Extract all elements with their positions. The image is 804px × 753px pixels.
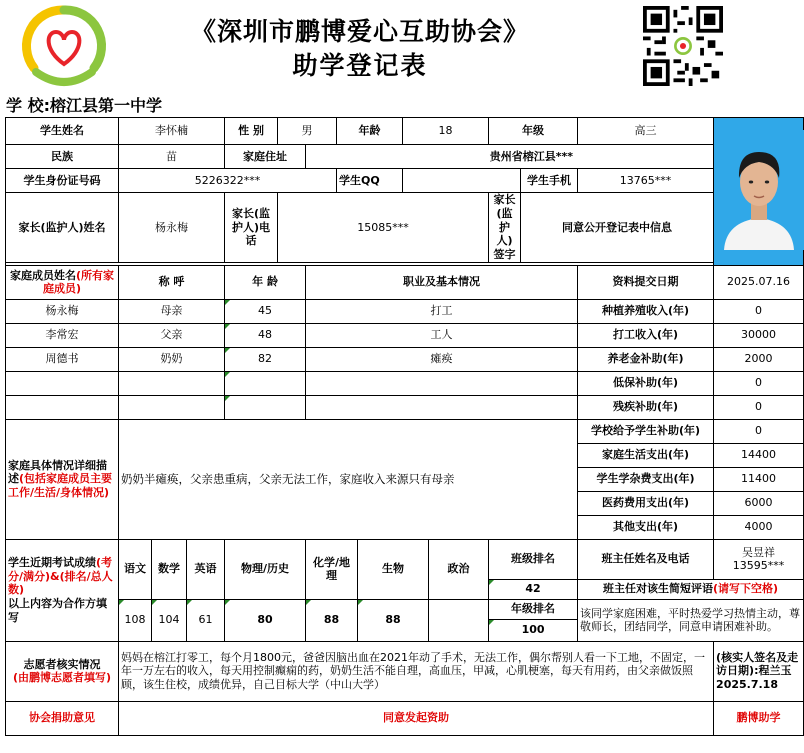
finance-value[interactable]: 6000 (714, 491, 804, 515)
family-member-header (6, 265, 119, 299)
family-member-note: (所有家庭成员) (42, 268, 115, 296)
student-photo (714, 118, 804, 266)
ethnicity-label: 民族 (6, 145, 119, 169)
registration-table (5, 117, 804, 736)
qr-code-icon (643, 6, 723, 86)
member-job[interactable] (306, 395, 578, 419)
member-age[interactable]: 82 (225, 347, 306, 371)
teacher-comment[interactable]: 该同学家庭困难，平时热爱学习热情主动，尊敬师长，团结同学，同意申请困难补助。 (578, 599, 804, 641)
phone-label: 学生手机 (521, 169, 578, 193)
member-name[interactable]: 周德书 (6, 347, 119, 371)
subject-physics-history: 物理/历史 (225, 539, 306, 599)
exam-label-cell (6, 539, 119, 641)
comment-note: (请写下空格) (713, 582, 779, 596)
finance-label: 家庭生活支出(年) (578, 443, 714, 467)
member-age[interactable]: 45 (225, 299, 306, 323)
subject-chinese: 语文 (119, 539, 152, 599)
opinion-label: 协会捐助意见 (6, 701, 119, 735)
guardian-phone[interactable]: 15085*** (278, 193, 489, 263)
member-relation[interactable] (119, 371, 225, 395)
student-name[interactable]: 李怀楠 (119, 118, 225, 145)
score-math[interactable]: 104 (152, 599, 187, 641)
finance-label: 养老金补助(年) (578, 347, 714, 371)
student-name-label: 学生姓名 (6, 118, 119, 145)
form-title: 《深圳市鹏博爱心互助协会》 (190, 17, 529, 46)
address-value[interactable]: 贵州省榕江县*** (306, 145, 714, 169)
id-label: 学生身份证号码 (6, 169, 119, 193)
job-header: 职业及基本情况 (306, 265, 578, 299)
address-label: 家庭住址 (225, 145, 306, 169)
brand-label: 鹏博助学 (714, 701, 804, 735)
exam-note: (考分/满分)&(排名/总人数) (8, 555, 113, 597)
exam-label: 学生近期考试成绩 (8, 555, 96, 569)
guardian-sign-label: 家长(监护人)签字 (489, 193, 521, 263)
finance-label: 其他支出(年) (578, 515, 714, 539)
comment-label: 班主任对该生简短评语 (603, 582, 714, 596)
situation-label: 家庭具体情况详细描述 (8, 458, 107, 486)
finance-value[interactable]: 14400 (714, 443, 804, 467)
member-age[interactable] (225, 371, 306, 395)
member-name[interactable]: 杨永梅 (6, 299, 119, 323)
grade-value[interactable]: 高三 (578, 118, 714, 145)
guardian-phone-label: 家长(监护人)电话 (225, 193, 278, 263)
subject-chemistry-geography: 化学/地理 (306, 539, 358, 599)
member-age[interactable] (225, 395, 306, 419)
member-name[interactable]: 李常宏 (6, 323, 119, 347)
member-name[interactable] (6, 371, 119, 395)
heart-logo-icon (22, 6, 106, 86)
class-rank-label: 班级排名 (489, 539, 578, 579)
finance-label: 打工收入(年) (578, 323, 714, 347)
finance-label: 低保补助(年) (578, 371, 714, 395)
subject-english: 英语 (187, 539, 225, 599)
guardian-name-label: 家长(监护人)姓名 (6, 193, 119, 263)
teacher-name[interactable]: 吴昱祥 (742, 545, 776, 559)
situation-label-cell (6, 419, 119, 539)
finance-label: 残疾补助(年) (578, 395, 714, 419)
score-chinese[interactable]: 108 (119, 599, 152, 641)
school-label: 学 校: (6, 96, 50, 115)
form-header (0, 0, 735, 92)
member-relation[interactable]: 母亲 (119, 299, 225, 323)
subject-math: 数学 (152, 539, 187, 599)
signer-label: (核实人签名及走访日期): (716, 650, 799, 678)
relation-header: 称 呼 (119, 265, 225, 299)
school-name: 榕江县第一中学 (49, 96, 162, 115)
grade-rank-value[interactable]: 100 (489, 619, 578, 641)
submit-date-label: 资料提交日期 (578, 265, 714, 299)
verify-text[interactable]: 妈妈在榕江打零工，每个月1800元，爸爸因脑出血在2021年动了手术，无法工作，偶尔帮别人看一下工地，不固定，一年一万左右的收入，每天用控制癫痫的药，奶奶生活不能自理，高血压，甲减，心肌梗塞，每天有用药，由父亲做饭照顾，该生住校，成绩优异，自己目标大学（中山大学） (119, 641, 714, 701)
finance-value[interactable]: 0 (714, 395, 804, 419)
member-name[interactable] (6, 395, 119, 419)
member-job[interactable]: 工人 (306, 323, 578, 347)
signer-name[interactable]: 程兰玉 (758, 664, 792, 678)
verify-label-cell (6, 641, 119, 701)
gender-label: 性 别 (225, 118, 278, 145)
qq-value[interactable] (403, 169, 521, 193)
teacher-phone[interactable]: 13595*** (732, 559, 785, 573)
verify-label: 志愿者核实情况 (23, 657, 101, 671)
exam-filler-note: 以上内容为合作方填写 (8, 597, 107, 624)
signer-cell (714, 641, 804, 701)
grade-label: 年级 (489, 118, 578, 145)
finance-label: 医药费用支出(年) (578, 491, 714, 515)
submit-date[interactable]: 2025.07.16 (714, 265, 804, 299)
ethnicity-value[interactable]: 苗 (119, 145, 225, 169)
situation-note: (包括家庭成员主要工作/生活/身体情况) (8, 472, 113, 500)
finance-value[interactable]: 2000 (714, 347, 804, 371)
finance-value[interactable]: 11400 (714, 467, 804, 491)
school-line (6, 93, 162, 116)
opinion-value[interactable]: 同意发起资助 (119, 701, 714, 735)
finance-value[interactable]: 0 (714, 419, 804, 443)
finance-value[interactable]: 0 (714, 299, 804, 323)
teacher-cell (714, 539, 804, 579)
id-value[interactable]: 5226322*** (119, 169, 337, 193)
score-politics[interactable] (429, 599, 489, 641)
family-member-label: 家庭成员姓名 (9, 268, 76, 282)
finance-value[interactable]: 0 (714, 371, 804, 395)
age-label: 年龄 (337, 118, 403, 145)
score-chemistry-geography[interactable]: 88 (306, 599, 358, 641)
comment-label-cell (578, 579, 804, 599)
finance-value[interactable]: 4000 (714, 515, 804, 539)
age-value[interactable]: 18 (403, 118, 489, 145)
finance-label: 学校给予学生补助(年) (578, 419, 714, 443)
member-age[interactable]: 48 (225, 323, 306, 347)
phone-value[interactable]: 13765*** (578, 169, 714, 193)
score-biology[interactable]: 88 (358, 599, 429, 641)
form-subtitle: 助学登记表 (292, 51, 428, 80)
class-rank-value[interactable]: 42 (489, 579, 578, 599)
score-english[interactable]: 61 (187, 599, 225, 641)
verify-note: (由鹏博志愿者填写) (12, 671, 112, 685)
guardian-name[interactable]: 杨永梅 (119, 193, 225, 263)
finance-label: 种植养殖收入(年) (578, 299, 714, 323)
teacher-label: 班主任姓名及电话 (578, 539, 714, 579)
qq-label: 学生QQ (337, 169, 403, 193)
situation-text[interactable]: 奶奶半瘫痪，父亲患重病，父亲无法工作，家庭收入来源只有母亲 (119, 419, 578, 539)
member-job[interactable]: 打工 (306, 299, 578, 323)
verify-date[interactable]: 2025.7.18 (716, 678, 778, 692)
subject-biology: 生物 (358, 539, 429, 599)
finance-value[interactable]: 30000 (714, 323, 804, 347)
member-relation[interactable]: 父亲 (119, 323, 225, 347)
subject-politics: 政治 (429, 539, 489, 599)
finance-label: 学生学杂费支出(年) (578, 467, 714, 491)
member-job[interactable] (306, 371, 578, 395)
member-job[interactable]: 瘫痪 (306, 347, 578, 371)
member-relation[interactable] (119, 395, 225, 419)
score-physics-history[interactable]: 80 (225, 599, 306, 641)
gender-value[interactable]: 男 (278, 118, 337, 145)
member-age-header: 年 龄 (225, 265, 306, 299)
consent-text: 同意公开登记表中信息 (521, 193, 714, 263)
student-portrait-icon (714, 130, 804, 250)
member-relation[interactable]: 奶奶 (119, 347, 225, 371)
grade-rank-label: 年级排名 (489, 599, 578, 619)
